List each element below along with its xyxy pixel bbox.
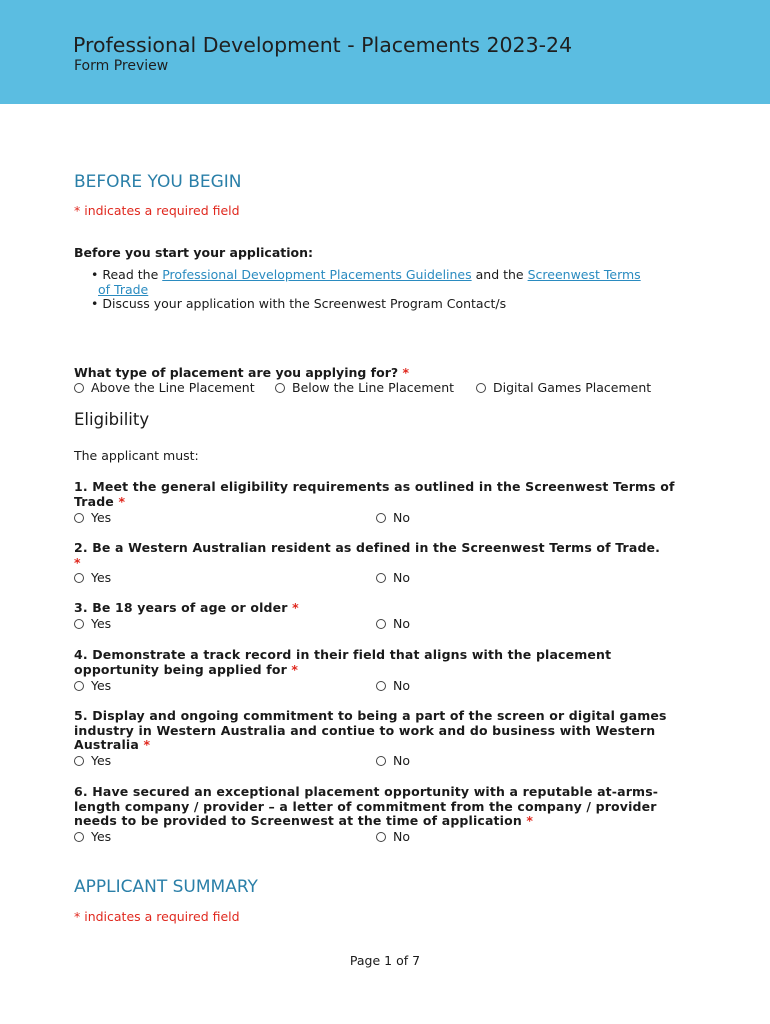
form-subtitle: Form Preview (74, 58, 169, 74)
question-text: 3. Be 18 years of age or older (74, 600, 288, 615)
required-star: * (402, 365, 410, 380)
radio-icon[interactable] (74, 513, 84, 523)
required-star: * (291, 661, 299, 677)
placement-question-text: What type of placement are you applying for? (74, 365, 399, 380)
page-header (0, 0, 770, 104)
question-text: 4. Demonstrate a track record in their field that aligns with the placement opportunity being applied for (74, 647, 612, 677)
bullet2-text: Discuss your application with the Screenwest Program Contact/s (102, 296, 507, 311)
q3-yes-option[interactable] (74, 616, 111, 631)
bullet-item-discuss (91, 296, 506, 311)
radio-icon[interactable] (376, 832, 386, 842)
option-label: No (393, 753, 410, 768)
required-star: * (526, 813, 534, 829)
radio-icon[interactable] (275, 383, 285, 393)
radio-icon[interactable] (376, 681, 386, 691)
option-label: No (393, 829, 410, 844)
q1-yes-option[interactable] (74, 510, 111, 525)
bullet1-mid: and the (471, 267, 528, 282)
required-field-note: * indicates a required field (74, 203, 240, 218)
q2-yes-option[interactable] (74, 570, 111, 585)
placement-option-games[interactable] (476, 380, 651, 395)
q2-no-option[interactable] (376, 570, 410, 585)
q5-yes-option[interactable] (74, 753, 111, 768)
required-star: * (143, 737, 151, 753)
page-number: Page 1 of 7 (349, 953, 421, 968)
eligibility-question-1 (74, 480, 684, 509)
radio-icon[interactable] (74, 383, 84, 393)
question-text: 1. Meet the general eligibility requirements as outlined in the Screenwest Terms of Trade (74, 479, 675, 509)
question-text: 2. Be a Western Australian resident as defined in the Screenwest Terms of Trade. (74, 540, 661, 555)
terms-of-trade-link[interactable]: Screenwest Terms (527, 267, 641, 282)
bullet-icon: • (91, 296, 99, 311)
option-label: Yes (91, 678, 112, 693)
q3-no-option[interactable] (376, 616, 410, 631)
radio-icon[interactable] (74, 619, 84, 629)
option-label: No (393, 570, 410, 585)
q1-no-option[interactable] (376, 510, 410, 525)
radio-icon[interactable] (376, 513, 386, 523)
bullet-icon: • (91, 267, 99, 282)
option-label: Yes (91, 570, 112, 585)
bullet1-prefix: Read the (102, 267, 163, 282)
q4-no-option[interactable] (376, 678, 410, 693)
applicant-summary-heading: APPLICANT SUMMARY (74, 877, 258, 897)
q6-yes-option[interactable] (74, 829, 111, 844)
option-label: No (393, 616, 410, 631)
bullet-item-read-guidelines (91, 267, 641, 282)
q6-no-option[interactable] (376, 829, 410, 844)
before-intro: Before you start your application: (74, 245, 313, 260)
placement-option-above[interactable] (74, 380, 255, 395)
eligibility-intro: The applicant must: (74, 448, 199, 463)
q4-yes-option[interactable] (74, 678, 111, 693)
radio-icon[interactable] (476, 383, 486, 393)
bullet1-line2 (98, 282, 148, 297)
form-title: Professional Development - Placements 2023-24 (73, 33, 573, 57)
guidelines-link[interactable]: Professional Development Placements Guidelines (162, 267, 472, 282)
radio-icon[interactable] (74, 573, 84, 583)
option-label: Yes (91, 616, 112, 631)
radio-icon[interactable] (74, 681, 84, 691)
radio-icon[interactable] (376, 756, 386, 766)
eligibility-question-5 (74, 709, 684, 753)
option-label: No (393, 510, 410, 525)
radio-icon[interactable] (376, 573, 386, 583)
placement-option-below[interactable] (275, 380, 454, 395)
option-label: Yes (91, 829, 112, 844)
eligibility-question-4 (74, 648, 684, 677)
option-label: Above the Line Placement (91, 380, 255, 395)
option-label: No (393, 678, 410, 693)
radio-icon[interactable] (74, 832, 84, 842)
option-label: Digital Games Placement (493, 380, 652, 395)
q5-no-option[interactable] (376, 753, 410, 768)
radio-icon[interactable] (376, 619, 386, 629)
required-star: * (292, 600, 299, 615)
question-text: 5. Display and ongoing commitment to being a part of the screen or digital games industry in Western Australia and contiue to work and do business with Western Australia (74, 708, 667, 753)
required-star: * (74, 554, 81, 570)
question-text: 6. Have secured an exceptional placement opportunity with a reputable at-arms-length company / provider – a letter of commitment from the company / provider needs to be provided to Screenwest at the time of application (74, 784, 659, 829)
eligibility-question-3 (74, 601, 684, 616)
required-star: * (118, 493, 126, 509)
applicant-required-note: * indicates a required field (74, 909, 240, 924)
option-label: Below the Line Placement (292, 380, 455, 395)
option-label: Yes (91, 753, 112, 768)
option-label: Yes (91, 510, 112, 525)
radio-icon[interactable] (74, 756, 84, 766)
eligibility-question-2 (74, 541, 684, 570)
placement-question (74, 365, 409, 380)
eligibility-heading: Eligibility (74, 410, 150, 429)
eligibility-question-6 (74, 785, 684, 829)
before-you-begin-heading: BEFORE YOU BEGIN (74, 172, 242, 192)
terms-of-trade-link-cont[interactable]: of Trade (98, 282, 149, 297)
